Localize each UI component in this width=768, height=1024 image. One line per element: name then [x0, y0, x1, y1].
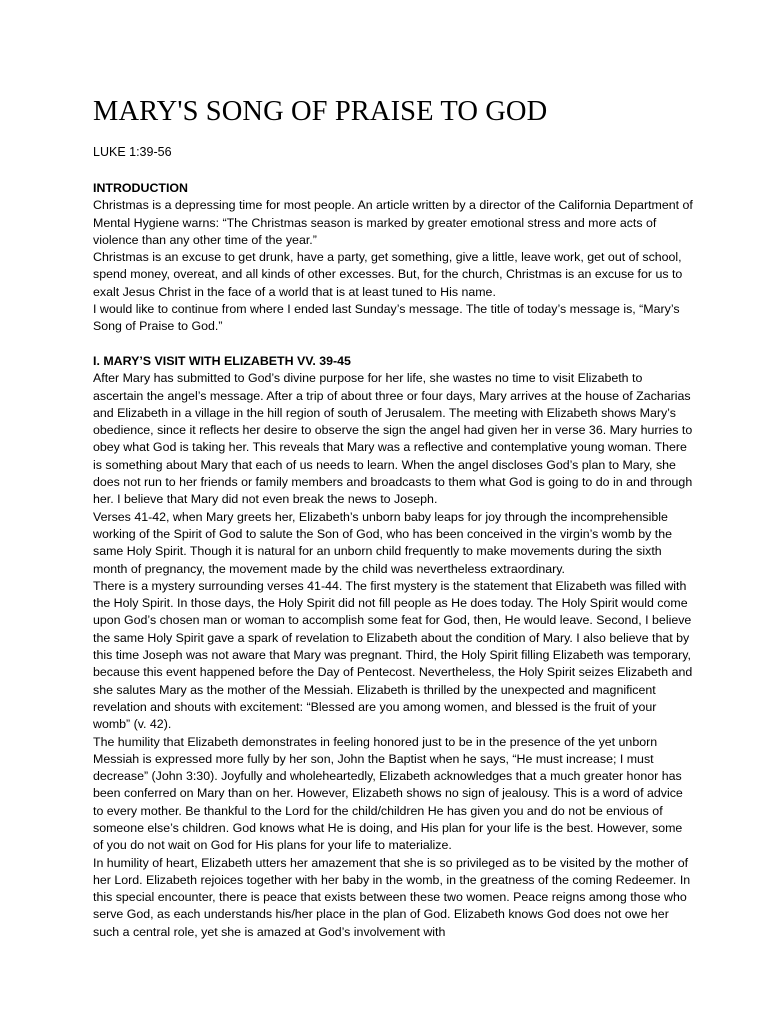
section-marys-visit: [93, 353, 693, 941]
section-heading: I. MARY’S VISIT WITH ELIZABETH VV. 39-45: [93, 353, 351, 368]
section-heading: INTRODUCTION: [93, 181, 188, 195]
paragraph: Verses 41-42, when Mary greets her, Elizabeth’s unborn baby leaps for joy through the incomprehensible working of the Spirit of God to salute the Son of God, who has been conceived in the virgin’s womb by the same Holy Spirit. Though it is natural for an unborn child frequently to make movements during the sixth month of pregnancy, the movement made by the child was nevertheless extraordinary.: [93, 509, 673, 576]
scripture-reference: LUKE 1:39-56: [93, 145, 172, 159]
document-title: MARY'S SONG OF PRAISE TO GOD: [93, 96, 548, 127]
paragraph: In humility of heart, Elizabeth utters her amazement that she is so privileged as to be visited by the mother of her Lord. Elizabeth rejoices together with her baby in the womb, in the greatness of the coming Redeemer. In this special encounter, there is peace that exists between these two women. Peace reigns among those who serve God, as each understands his/her place in the plan of God. Elizabeth knows God does not owe her such a central role, yet she is amazed at God’s involvement with: [93, 855, 691, 939]
paragraph: I would like to continue from where I ended last Sunday’s message. The title of today’s message is, “Mary’s Song of Praise to God.”: [93, 302, 680, 334]
paragraph: Christmas is a depressing time for most people. An article written by a director of the California Department of Mental Hygiene warns: “The Christmas season is marked by greater emotional stress and more acts of violence than any other time of the year.”: [93, 198, 693, 247]
paragraph: There is a mystery surrounding verses 41-44. The first mystery is the statement that Elizabeth was filled with the Holy Spirit. In those days, the Holy Spirit did not fill people as He does today. The Holy Spirit would come upon God’s chosen man or woman to accomplish some feat for God, then, He would leave. Second, I believe the same Holy Spirit gave a spark of revelation to Elizabeth about the condition of Mary. I also believe that by this time Joseph was not aware that Mary was pregnant. Third, the Holy Spirit filling Elizabeth was temporary, because this event happened before the Day of Pentecost. Nevertheless, the Holy Spirit seizes Elizabeth and she salutes Mary as the mother of the Messiah. Elizabeth is thrilled by the unexpected and magnificent revelation and shouts with excitement: “Blessed are you among women, and blessed is the fruit of your womb” (v. 42).: [93, 578, 693, 732]
section-introduction: [93, 180, 693, 336]
paragraph: Christmas is an excuse to get drunk, have a party, get something, give a little, leave work, get out of school, spend money, overeat, and all kinds of other excesses. But, for the church, Christmas is an excuse for us to exalt Jesus Christ in the face of a world that is at least tuned to His name.: [93, 250, 683, 299]
paragraph: The humility that Elizabeth demonstrates in feeling honored just to be in the presence of the yet unborn Messiah is expressed more fully by her son, John the Baptist when he says, “He must increase; I must decrease” (John 3:30). Joyfully and wholeheartedly, Elizabeth acknowledges that a much greater honor has been conferred on Mary than on her. However, Elizabeth shows no sign of jealousy. This is a word of advice to every mother. Be thankful to the Lord for the child/children He has given you and do not be envious of someone else’s children. God knows what He is doing, and His plan for your life is the best. However, some of you do not wait on God for His plans for your life to materialize.: [93, 734, 683, 853]
document-body: [93, 180, 693, 941]
paragraph: After Mary has submitted to God’s divine purpose for her life, she wastes no time to visit Elizabeth to ascertain the angel’s message. After a trip of about three or four days, Mary arrives at the house of Zacharias and Elizabeth in a village in the hill region of south of Jerusalem. The meeting with Elizabeth shows Mary’s obedience, since it reflects her desire to observe the sign the angel had given her in verse 36. Mary hurries to obey what God is taking her. This reveals that Mary was a reflective and contemplative young woman. There is something about Mary that each of us needs to learn. When the angel discloses God’s plan to Mary, she does not run to her friends or family members and broadcasts to them what God is going to do in and through her. I believe that Mary did not even break the news to Joseph.: [93, 371, 693, 507]
